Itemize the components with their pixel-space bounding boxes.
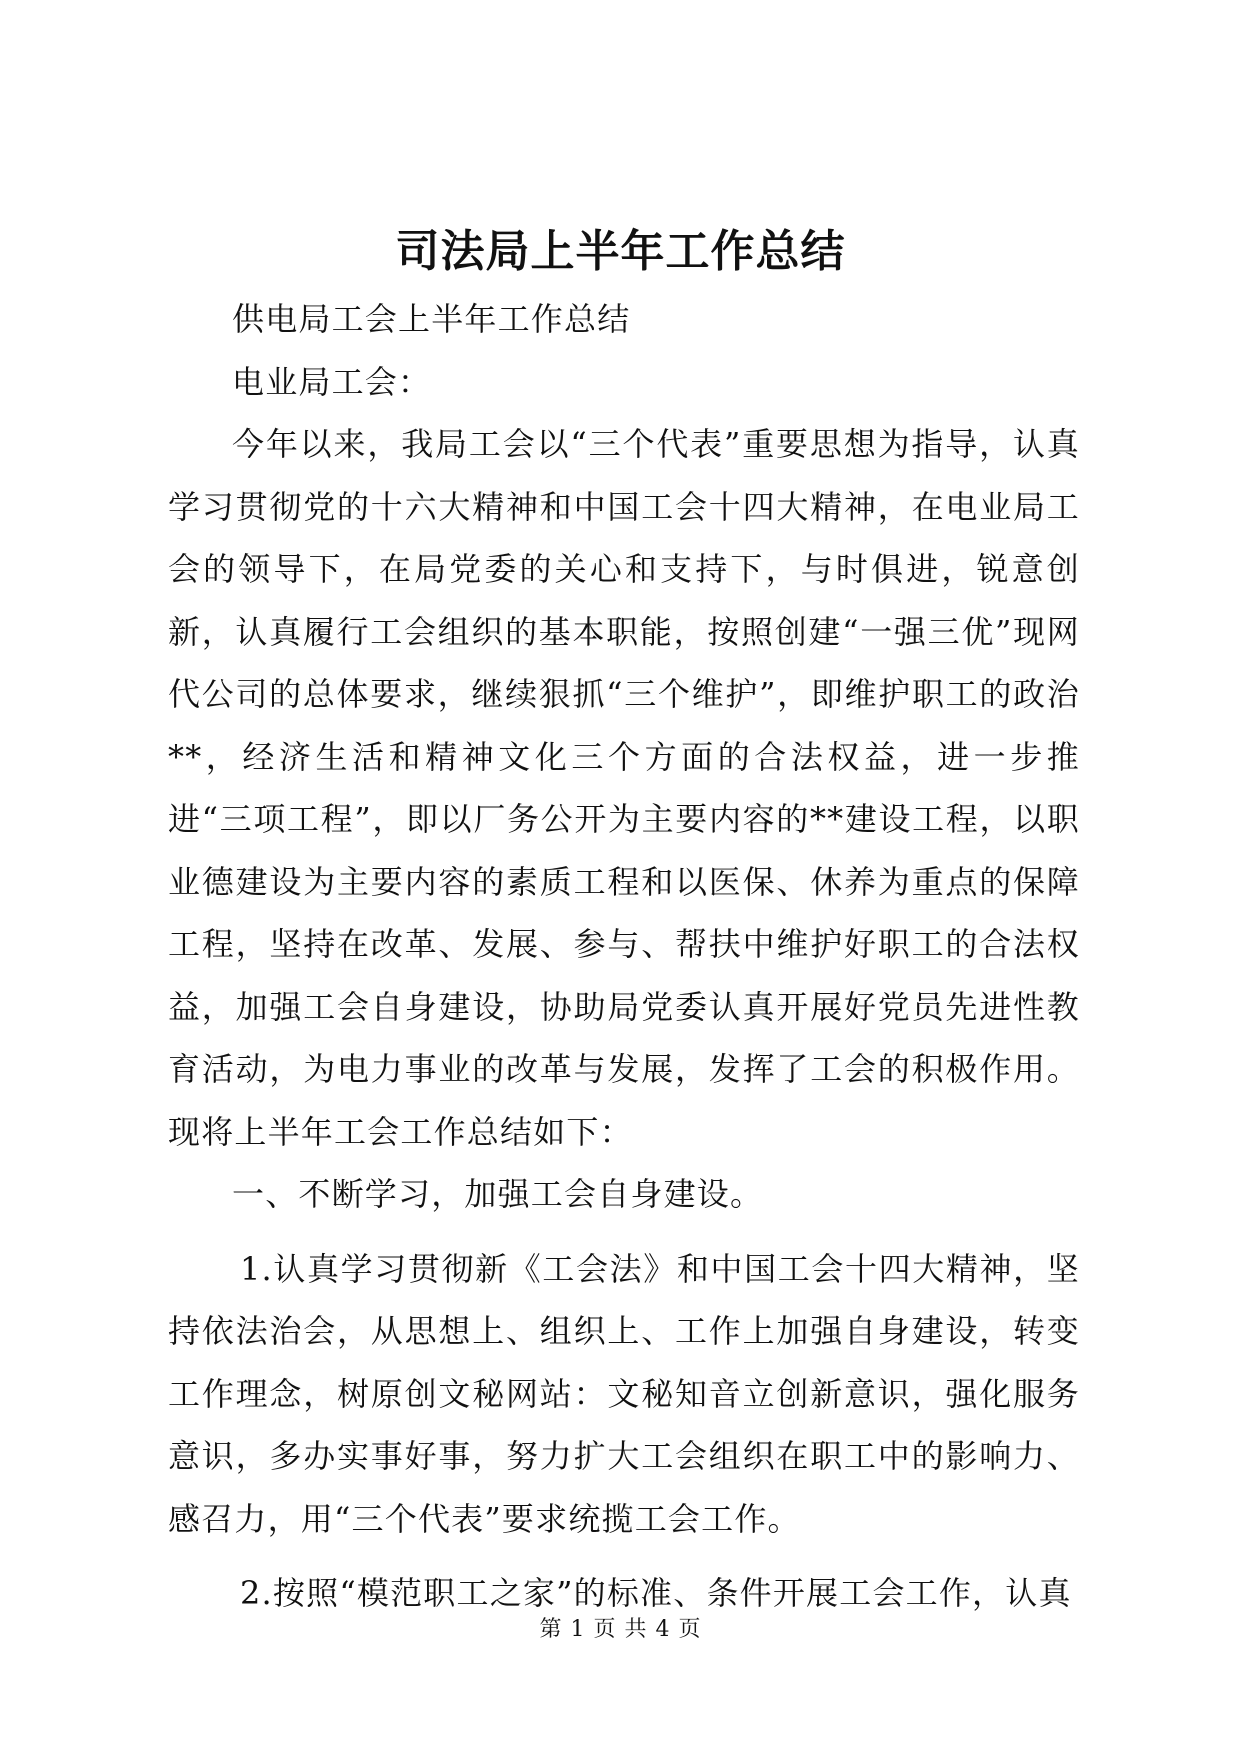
list-item-2: 2.按照“模范职工之家”的标准、条件开展工会工作，认真 bbox=[240, 1574, 1072, 1612]
document-title: 司法局上半年工作总结 bbox=[395, 226, 846, 277]
subtitle-line: 供电局工会上半年工作总结 bbox=[232, 300, 631, 338]
list-item-1: 1.认真学习贯彻新《工会法》和中国工会十四大精神，坚持依法治会，从思想上、组织上、工作上加强自身建设，转变工作理念，树原创文秘网站：文秘知音立创新意识，强化服务意识，多办实事好事，努力扩大工会组织在职工中的影响力、感召力，用“三个代表”要求统揽工会工作。 bbox=[168, 1249, 1080, 1538]
section-heading: 一、不断学习，加强工会自身建设。 bbox=[232, 1175, 764, 1213]
salutation-line: 电业局工会： bbox=[232, 362, 432, 401]
page-footer: 第 1 页 共 4 页 bbox=[539, 1617, 702, 1642]
intro-paragraph: 今年以来，我局工会以“三个代表”重要思想为指导，认真学习贯彻党的十六大精神和中国工会十四大精神，在电业局工会的领导下，在局党委的关心和支持下，与时俱进，锐意创新，认真履行工会组织的基本职能，按照创建“一强三优”现网代公司的总体要求，继续狠抓“三个维护”，即维护职工的政治**，经济生活和精神文化三个方面的合法权益，进一步推进“三项工程”，即以厂务公开为主要内容的**建设工程，以职业德建设为主要内容的素质工程和以医保、休养为重点的保障工程，坚持在改革、发展、参与、帮扶中维护好职工的合法权益，加强工会自身建设，协助局党委认真开展好党员先进性教育活动，为电力事业的改革与发展，发挥了工会的积极作用。现将上半年工会工作总结如下： bbox=[168, 425, 1080, 1151]
document-body bbox=[168, 288, 1080, 1625]
